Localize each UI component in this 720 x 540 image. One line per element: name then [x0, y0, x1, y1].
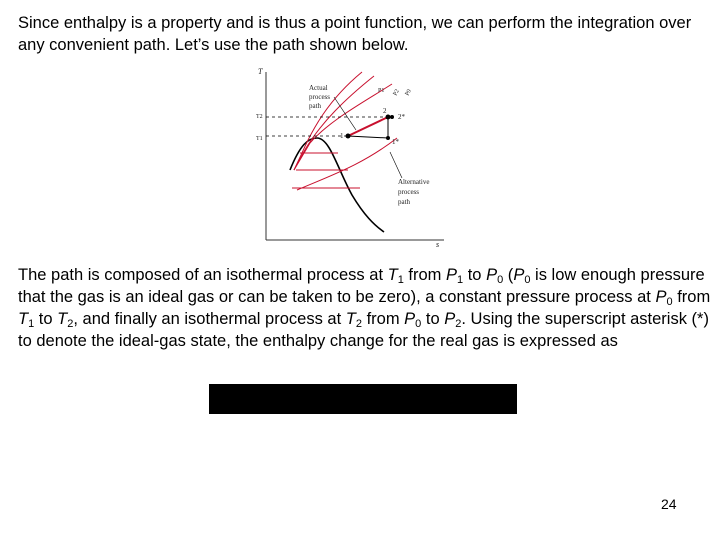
- equation-image: [209, 384, 517, 414]
- alt-label-1: Alternative: [398, 178, 430, 186]
- point-1s-label: 1*: [392, 138, 399, 146]
- s-axis-label: s: [436, 240, 440, 249]
- isobar-p2: [294, 72, 362, 170]
- state-1-star: [386, 136, 390, 140]
- actual-label-3: path: [309, 102, 322, 110]
- actual-label-2: process: [309, 93, 330, 101]
- t2-label: T2: [256, 114, 263, 120]
- alt-pointer: [390, 152, 402, 178]
- t1-label: T1: [256, 136, 263, 142]
- p1-label: P1: [378, 88, 385, 94]
- body-paragraph: The path is composed of an isothermal process at $T_1$ from $P_1$ to $P_0$ ($P_0$ is low enough pressure that the gas is an ideal gas or can be taken to be zero), a constant pressure process at $P_0$ from $T_1$ to $T_2$, and finally an isothermal process at $T_2$ from $P_0$ to $P_2$. Using the superscript asterisk (*) to denote the ideal-gas state, the enthalpy change for the real gas is expressed as: [18, 266, 711, 350]
- p0-label: P0: [404, 88, 413, 97]
- point-1-label: 1: [340, 132, 344, 140]
- ts-diagram: [252, 60, 452, 250]
- point-2-label: 2: [383, 107, 387, 115]
- t-axis-label: T: [258, 67, 263, 76]
- point-2s-label: 2*: [398, 113, 405, 121]
- state-2-star: [390, 115, 394, 119]
- state-1: [346, 134, 351, 139]
- isobar-low: [297, 138, 397, 190]
- actual-label-1: Actual: [309, 84, 328, 92]
- page-number: 24: [661, 496, 677, 512]
- alt-label-2: process: [398, 188, 419, 196]
- alt-label-3: path: [398, 198, 411, 206]
- intro-paragraph: Since enthalpy is a property and is thus a point function, we can perform the integration over any convenient path. Let’s use the path shown below.: [18, 14, 692, 54]
- p2-label: P2: [392, 88, 401, 97]
- state-2: [386, 115, 391, 120]
